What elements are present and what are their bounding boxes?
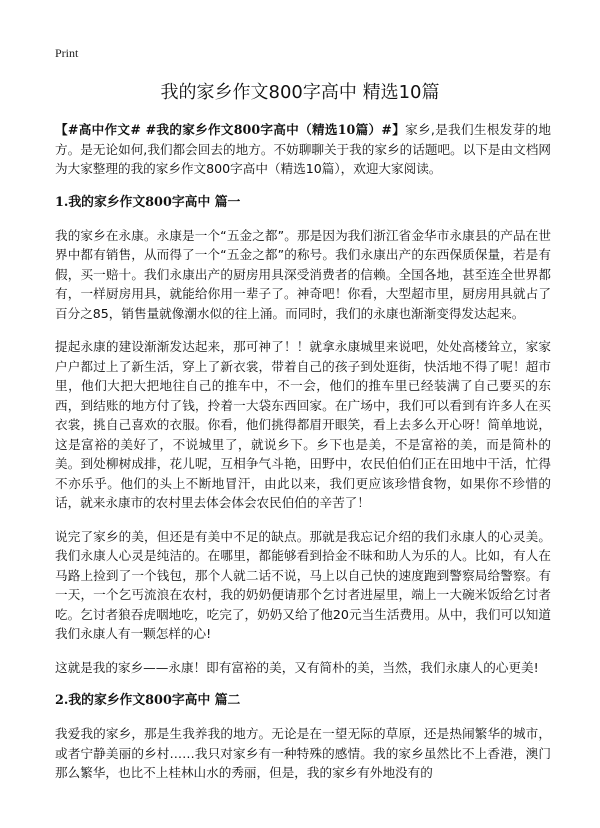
section-1-paragraph-3: 说完了家乡的美，但还是有美中不足的缺点。那就是我忘记介绍的我们永康人的心灵美。我们永康人心灵是纯洁的。在哪里，都能够看到拾金不昧和助人为乐的人。比如，有人在马路上捡到了一个钱包，那个人就二话不说，马上以自己快的速度跑到警察局给警察。有一天，一个乞丐流浪在农村，我的奶奶便请那个乞讨者进屋里，端上一大碗米饭给乞讨者吃。乞讨者狼吞虎咽地吃，吃完了，奶奶又给了他20元当生活费用。从中，我们可以知道我们永康人有一颗怎样的心!: [55, 528, 551, 641]
section-heading-1: 1.我的家乡作文800字高中 篇一: [55, 194, 241, 210]
intro-text: 家乡,是我们生根发芽的地方。是无论如何,我们都会回去的地方。不妨聊聊关于我的家乡的话题吧。以下是由文档网为大家整理的我的家乡作文800字高中（精选10篇），欢迎大家阅读。: [55, 122, 551, 176]
print-link[interactable]: Print: [55, 46, 79, 60]
intro-paragraph: [55, 120, 551, 179]
page-title: 我的家乡作文800字高中 精选10篇: [160, 82, 440, 103]
article-body: [55, 120, 551, 797]
section-heading-2: 2.我的家乡作文800字高中 篇二: [55, 693, 241, 708]
section-1-paragraph-4: 这就是我的家乡——永康！即有富裕的美，又有简朴的美，当然，我们永康人的心更美!: [55, 659, 539, 675]
section-1-paragraph-1: 我的家乡在永康。永康是一个“五金之都”。那是因为我们浙江省金华市永康县的产品在世界中都有销售，从而得了一个“五金之都”的称号。我们永康出产的东西保质保量，若是有假，买一赔十。我们永康出产的厨房用具深受消费者的信赖。全国各地，甚至连全世界都有，一样厨房用具，就能给你用一辈子了。神奇吧！你看，大型超市里，厨房用具就占了百分之85，销售量就像潮水似的往上涌。而同时，我们的永康也渐渐变得发达起来。: [55, 227, 551, 321]
section-1-paragraph-2: 提起永康的建设渐渐发达起来，那可神了！！就拿永康城里来说吧，处处高楼耸立，家家户户都过上了新生活，穿上了新衣裳，带着自己的孩子到处逛街，快活地不得了呢！超市里，他们大把大把地往自己的推车中，不一会，他们的推车里已经装满了自己要买的东西，到结账的地方付了钱，拎着一大袋东西回家。在广场中，我们可以看到有许多人在买衣裳，挑自己喜欢的衣服。你看，他们挑得都眉开眼笑，看上去多么开心呀！简单地说，这是富裕的美好了，不说城里了，就说乡下。乡下也是美，不是富裕的美，而是简朴的美。到处柳树成排，花儿呢，互相争气斗艳，田野中，农民伯伯们正在田地中干活，忙得不亦乐乎。他们的头上不断地冒汗，由此以来，我们更应该珍惜食物，如果你不珍惜的话，就来永康市的农村里去体会体会农民伯伯的辛苦了！: [55, 339, 551, 510]
section-2-paragraph-1: 我爱我的家乡，那是生我养我的地方。无论是在一望无际的草原，还是热闹繁华的城市，或者宁静美丽的乡村……我只对家乡有一种特殊的感情。我的家乡虽然比不上香港，澳门那么繁华，也比不上桂林山水的秀丽，但是，我的家乡有外地没有的: [55, 726, 551, 780]
intro-tags: 【#高中作文# #我的家乡作文800字高中（精选10篇）#】: [55, 122, 406, 137]
